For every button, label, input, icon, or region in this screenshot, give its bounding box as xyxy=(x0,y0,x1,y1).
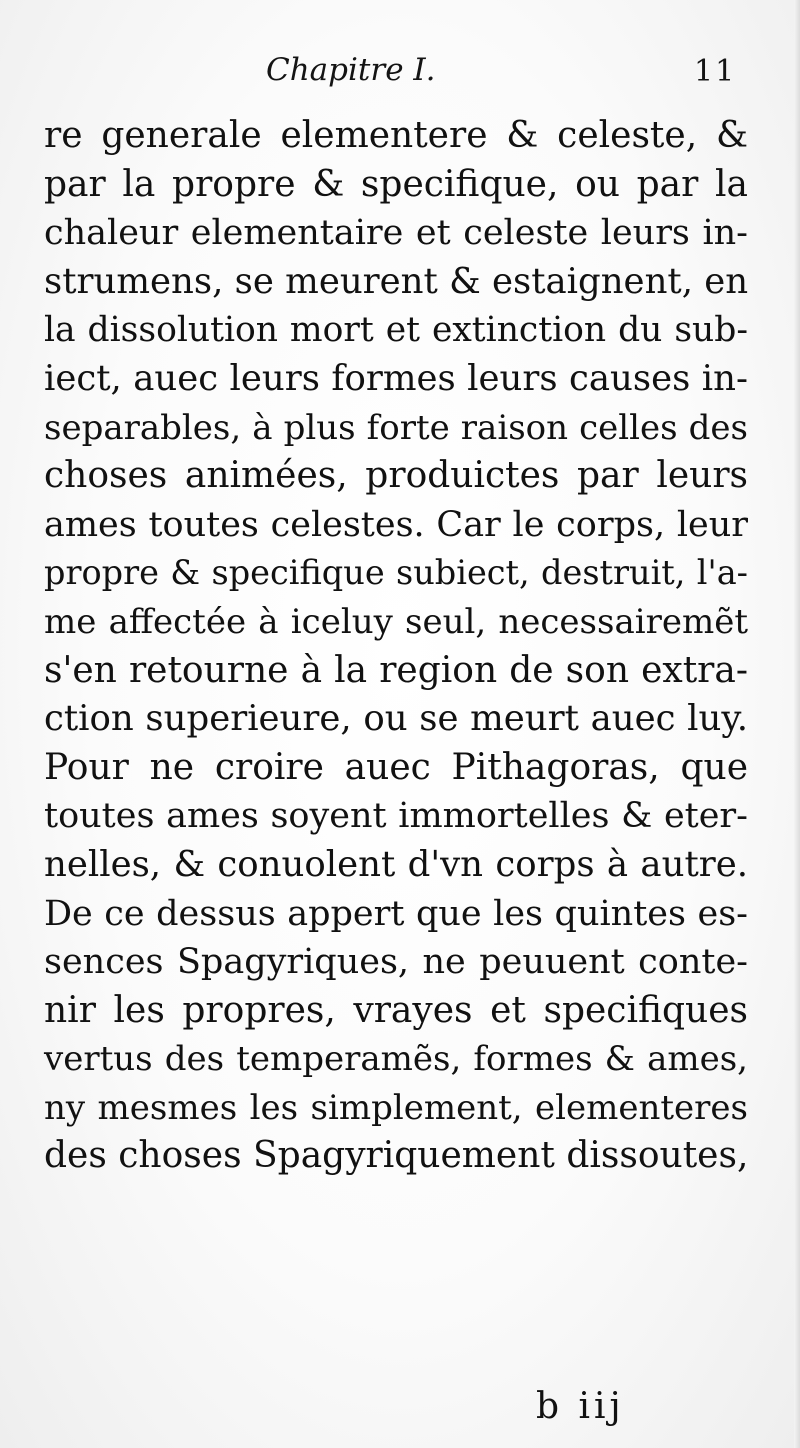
text-line: la dissolution mort et extinction du sub- xyxy=(44,310,748,351)
text-line: sences Spagyriques, ne peuuent conte- xyxy=(44,942,748,983)
text-line: nelles, & conuolent d'vn corps à autre. xyxy=(44,843,748,885)
text-line: des choses Spagyriquement dissoutes, xyxy=(44,1135,749,1177)
text-line: re generale elementere & celeste, & xyxy=(44,115,748,156)
text-line: vertus des temperamẽs, formes & ames, xyxy=(44,1039,748,1080)
page-header xyxy=(0,52,800,102)
text-line: De ce dessus appert que les quintes es- xyxy=(44,893,748,934)
text-line: s'en retourne à la region de son extra- xyxy=(44,649,748,691)
text-line: choses animées, produictes par leurs xyxy=(44,455,748,497)
text-line: ny mesmes les simplement, elementeres xyxy=(44,1087,748,1128)
text-line: strumens, se meurent & estaignent, en xyxy=(44,260,749,302)
page-number: 11 xyxy=(694,54,737,89)
text-line: ction superieure, ou se meurt auec luy. xyxy=(44,698,748,740)
page-edge xyxy=(794,0,800,1448)
text-line: me affectée à iceluy seul, necessairemẽt xyxy=(44,601,748,642)
text-line: separables, à plus forte raison celles des xyxy=(44,407,748,448)
text-line: chaleur elementaire et celeste leurs in- xyxy=(44,213,748,254)
text-line: nir les propres, vrayes et specifiques xyxy=(44,989,748,1031)
text-line: Pour ne croire auec Pithagoras, que xyxy=(44,746,748,788)
text-line: ames toutes celestes. Car le corps, leur xyxy=(44,504,748,545)
running-title: Chapitre I. xyxy=(266,52,436,88)
signature-catchword: b iij xyxy=(536,1386,625,1427)
text-line: par la propre & specifique, ou par la xyxy=(44,163,748,205)
text-line: iect, auec leurs formes leurs causes in- xyxy=(44,357,748,399)
text-line: toutes ames soyent immortelles & eter- xyxy=(44,796,748,837)
body-text xyxy=(44,112,748,1181)
text-line: propre & specifique subiect, destruit, l'a- xyxy=(44,553,748,593)
